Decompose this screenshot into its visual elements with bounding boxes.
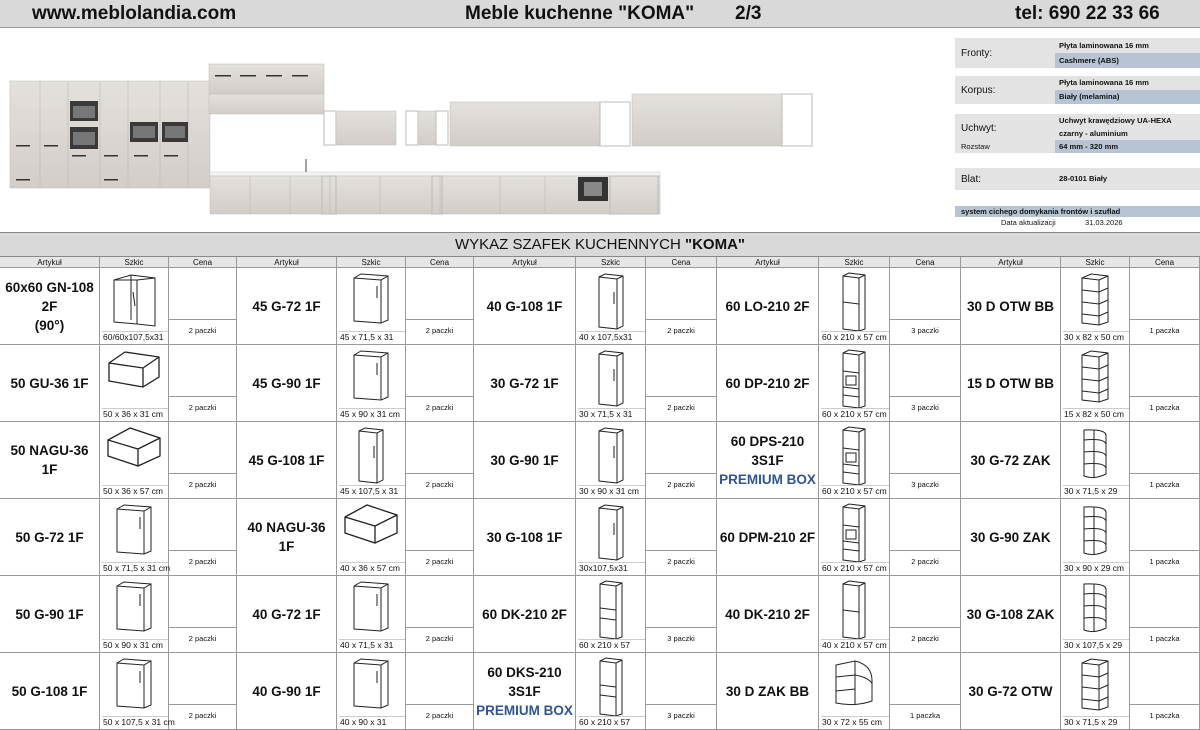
dimensions: 30 x 90 x 29 cm xyxy=(1063,562,1129,574)
article-cell xyxy=(237,576,337,653)
article-cell xyxy=(717,499,819,576)
article-name xyxy=(482,605,567,624)
price-cell xyxy=(1130,268,1200,345)
uchwyt-label: Uchwyt: xyxy=(955,114,1055,142)
article-line: 60 DK-210 2F xyxy=(482,606,567,622)
sketch-cell xyxy=(819,576,890,653)
uchwyt-color: czarny - aluminium xyxy=(1055,128,1200,140)
price-cell xyxy=(890,653,961,730)
sketch-cell xyxy=(576,268,646,345)
article-line: 30 G-108 1F xyxy=(486,529,563,545)
price-cell xyxy=(646,499,717,576)
article-cell xyxy=(717,422,819,499)
article-cell xyxy=(237,422,337,499)
sketch-cell xyxy=(1061,653,1130,730)
package-count: 3 paczki xyxy=(890,319,960,344)
article-name xyxy=(252,297,320,316)
article-cell xyxy=(0,268,100,345)
package-count: 2 paczki xyxy=(646,473,716,498)
package-count: 2 paczki xyxy=(169,704,236,729)
article-line: 40 G-90 1F xyxy=(252,683,321,699)
sketch-cell xyxy=(100,345,169,422)
article-name xyxy=(2,441,97,479)
dimensions: 40 x 210 x 57 cm xyxy=(821,639,889,651)
sketch-cell xyxy=(337,422,406,499)
dimensions: 50 x 36 x 57 cm xyxy=(102,485,168,497)
dimensions: 30 x 107,5 x 29 xyxy=(1063,639,1129,651)
header-szkic: Szkic xyxy=(100,257,169,268)
article-name xyxy=(967,297,1054,316)
blat-label: Blat: xyxy=(955,168,1055,190)
article-cell xyxy=(474,499,576,576)
article-name xyxy=(967,374,1054,393)
price-cell xyxy=(646,653,717,730)
header-artykul: Artykuł xyxy=(961,257,1061,268)
sketch-cell xyxy=(100,653,175,730)
sketch-cell xyxy=(100,422,169,499)
blat-value: 28-0101 Biały xyxy=(1055,168,1200,190)
page-number: 2/3 xyxy=(735,3,762,24)
article-cell xyxy=(961,268,1061,345)
article-line: 60 DPS-210 xyxy=(730,433,805,449)
dimensions: 30 x 82 x 50 cm xyxy=(1063,331,1129,343)
article-cell xyxy=(0,653,100,730)
article-name xyxy=(490,451,558,470)
article-name xyxy=(719,432,816,489)
header-cena: Cena xyxy=(406,257,474,268)
article-name xyxy=(968,682,1052,701)
sketch-cell xyxy=(576,345,646,422)
page-header xyxy=(0,0,1200,28)
article-line: 45 G-108 1F xyxy=(248,452,325,468)
soft-close-note: system cichego domykania frontów i szuflad xyxy=(955,206,1200,217)
dimensions: 30 x 71,5 x 29 xyxy=(1063,716,1129,728)
package-count: 2 paczki xyxy=(169,396,236,421)
header-szkic: Szkic xyxy=(337,257,406,268)
article-cell xyxy=(717,345,819,422)
package-count: 2 paczki xyxy=(406,550,473,575)
price-cell xyxy=(1130,576,1200,653)
header-cena: Cena xyxy=(169,257,237,268)
price-cell xyxy=(890,499,961,576)
article-line: 50 G-72 1F xyxy=(15,529,84,545)
article-name xyxy=(970,528,1050,547)
sketch-cell xyxy=(100,268,169,345)
article-cell xyxy=(961,345,1061,422)
article-cell xyxy=(474,422,576,499)
article-cell xyxy=(717,576,819,653)
article-name xyxy=(725,374,809,393)
sketch-cell xyxy=(576,499,646,576)
package-count: 2 paczki xyxy=(646,550,716,575)
price-cell xyxy=(169,653,237,730)
header-szkic: Szkic xyxy=(576,257,646,268)
article-name xyxy=(476,663,573,720)
sketch-cell xyxy=(576,576,646,653)
article-line: 60x60 GN-108 xyxy=(5,279,94,295)
article-name xyxy=(12,682,88,701)
article-name xyxy=(726,682,809,701)
article-line: 60 DP-210 2F xyxy=(725,375,810,391)
premium-box-label: PREMIUM BOX xyxy=(476,702,573,718)
article-line: 60 DKS-210 xyxy=(487,664,562,680)
price-cell xyxy=(1130,422,1200,499)
package-count: 3 paczki xyxy=(890,396,960,421)
package-count: 2 paczki xyxy=(890,627,960,652)
article-cell xyxy=(717,268,819,345)
sketch-cell xyxy=(100,576,169,653)
article-cell xyxy=(237,653,337,730)
price-cell xyxy=(890,268,961,345)
sketch-cell xyxy=(819,422,890,499)
package-count: 3 paczki xyxy=(646,704,716,729)
dimensions: 50 x 107,5 x 31 cm xyxy=(103,717,175,727)
dimensions: 45 x 71,5 x 31 xyxy=(339,331,405,343)
price-cell xyxy=(646,422,717,499)
article-line: 2F xyxy=(41,298,58,314)
dimensions: 40 x 90 x 31 xyxy=(339,716,405,728)
document-title: Meble kuchenne "KOMA" xyxy=(465,3,695,24)
package-count: 2 paczki xyxy=(406,319,473,344)
package-count: 1 paczka xyxy=(890,704,960,729)
package-count: 2 paczki xyxy=(646,396,716,421)
sketch-cell xyxy=(1061,345,1130,422)
article-name xyxy=(10,374,88,393)
package-count: 1 paczka xyxy=(1130,627,1199,652)
fronty-color: Cashmere (ABS) xyxy=(1055,53,1200,68)
article-cell xyxy=(474,345,576,422)
dimensions: 60 x 210 x 57 cm xyxy=(821,562,889,574)
sketch-cell xyxy=(1061,422,1130,499)
header-cena: Cena xyxy=(646,257,717,268)
package-count: 2 paczki xyxy=(406,704,473,729)
package-count: 2 paczki xyxy=(890,550,960,575)
article-line: 30 G-90 ZAK xyxy=(970,529,1051,545)
website-url[interactable]: www.meblolandia.com xyxy=(32,3,237,24)
article-name xyxy=(15,528,83,547)
price-cell xyxy=(1130,653,1200,730)
package-count: 1 paczka xyxy=(1130,396,1199,421)
price-cell xyxy=(406,576,474,653)
article-line: 60 DPM-210 2F xyxy=(719,529,816,545)
dimensions: 15 x 82 x 50 cm xyxy=(1063,408,1129,420)
article-line: 30 G-72 1F xyxy=(490,375,559,391)
fronty-label: Fronty: xyxy=(955,38,1055,68)
package-count: 2 paczki xyxy=(406,627,473,652)
article-line: 3S1F xyxy=(751,452,784,468)
sketch-cell xyxy=(1061,268,1130,345)
article-cell xyxy=(961,653,1061,730)
rozstaw-label: Rozstaw xyxy=(955,140,1055,153)
article-name xyxy=(725,297,809,316)
article-name xyxy=(487,297,563,316)
article-name xyxy=(970,451,1050,470)
header-artykul: Artykuł xyxy=(474,257,576,268)
sketch-cell xyxy=(819,268,890,345)
package-count: 2 paczki xyxy=(169,319,236,344)
article-line: 50 NAGU-36 1F xyxy=(10,443,89,477)
dimensions: 60 x 210 x 57 xyxy=(578,716,645,728)
article-line: 30 D ZAK BB xyxy=(725,683,810,699)
article-cell xyxy=(961,576,1061,653)
article-line: 30 G-72 ZAK xyxy=(970,452,1051,468)
package-count: 2 paczki xyxy=(169,627,236,652)
sketch-cell xyxy=(819,345,890,422)
sketch-cell xyxy=(576,422,646,499)
price-cell xyxy=(406,499,474,576)
sketch-cell xyxy=(337,576,406,653)
kitchen-render xyxy=(0,29,950,231)
sketch-cell xyxy=(576,653,646,730)
price-cell xyxy=(169,345,237,422)
header-artykul: Artykuł xyxy=(717,257,819,268)
package-count: 2 paczki xyxy=(169,550,236,575)
article-cell xyxy=(0,345,100,422)
article-name xyxy=(490,374,558,393)
article-cell xyxy=(237,499,337,576)
package-count: 2 paczki xyxy=(169,473,236,498)
rozstaw-value: 64 mm - 320 mm xyxy=(1055,140,1200,153)
table-title-koma: "KOMA" xyxy=(684,236,746,253)
sketch-cell xyxy=(1061,576,1130,653)
article-line: 50 G-90 1F xyxy=(15,606,84,622)
price-cell xyxy=(1130,499,1200,576)
dimensions: 60 x 210 x 57 cm xyxy=(821,408,889,420)
dimensions: 30 x 72 x 55 cm xyxy=(821,716,889,728)
dimensions: 50 x 36 x 31 cm xyxy=(102,408,168,420)
package-count: 1 paczka xyxy=(1130,473,1199,498)
article-name xyxy=(249,451,325,470)
article-name xyxy=(487,528,563,547)
article-line: 40 G-108 1F xyxy=(486,298,563,314)
header-artykul: Artykuł xyxy=(237,257,337,268)
article-line: 50 G-108 1F xyxy=(11,683,88,699)
header-szkic: Szkic xyxy=(819,257,890,268)
article-line: 30 D OTW BB xyxy=(966,298,1054,314)
package-count: 3 paczki xyxy=(646,627,716,652)
dimensions: 50 x 71,5 x 31 cm xyxy=(103,563,171,573)
price-cell xyxy=(406,268,474,345)
price-cell xyxy=(890,576,961,653)
article-line: 30 G-72 OTW xyxy=(968,683,1053,699)
dimensions: 45 x 107,5 x 31 xyxy=(339,485,405,497)
price-cell xyxy=(169,422,237,499)
article-cell xyxy=(237,345,337,422)
article-cell xyxy=(961,422,1061,499)
article-line: 40 NAGU-36 1F xyxy=(247,520,326,554)
article-cell xyxy=(237,268,337,345)
article-line: 60 LO-210 2F xyxy=(725,298,810,314)
article-name xyxy=(967,605,1055,624)
kitchen-illustration xyxy=(0,29,950,231)
article-name xyxy=(252,374,320,393)
dimensions: 30x107,5x31 xyxy=(578,562,645,574)
price-cell xyxy=(406,653,474,730)
price-cell xyxy=(169,268,237,345)
header-szkic: Szkic xyxy=(1061,257,1130,268)
dimensions: 40 x 36 x 57 cm xyxy=(339,562,405,574)
price-cell xyxy=(646,345,717,422)
korpus-material: Płyta laminowana 16 mm xyxy=(1055,76,1200,90)
article-name xyxy=(725,605,810,624)
sketch-cell xyxy=(819,499,890,576)
package-count: 1 paczka xyxy=(1130,319,1199,344)
dimensions: 40 x 71,5 x 31 xyxy=(339,639,405,651)
sketch-cell xyxy=(819,653,890,730)
article-name xyxy=(15,605,83,624)
article-line: (90°) xyxy=(34,317,65,333)
article-name xyxy=(239,518,334,556)
article-cell xyxy=(474,576,576,653)
premium-box-label: PREMIUM BOX xyxy=(719,471,816,487)
article-cell xyxy=(0,422,100,499)
cabinet-grid xyxy=(0,257,1200,730)
article-line: 45 G-90 1F xyxy=(252,375,321,391)
article-cell xyxy=(961,499,1061,576)
korpus-label: Korpus: xyxy=(955,76,1055,104)
uchwyt-type: Uchwyt krawędziowy UA-HEXA xyxy=(1055,114,1200,128)
update-date-value: 31.03.2026 xyxy=(1085,218,1123,227)
price-cell xyxy=(890,422,961,499)
dimensions: 45 x 90 x 31 cm xyxy=(339,408,405,420)
article-line: 45 G-72 1F xyxy=(252,298,321,314)
article-cell xyxy=(474,653,576,730)
article-name xyxy=(720,528,815,547)
price-cell xyxy=(646,268,717,345)
dimensions: 60/60x107,5x31 xyxy=(102,331,168,343)
price-cell xyxy=(169,576,237,653)
price-cell xyxy=(890,345,961,422)
header-artykul: Artykuł xyxy=(0,257,100,268)
sketch-cell xyxy=(337,499,406,576)
price-cell xyxy=(169,499,237,576)
article-name xyxy=(252,682,320,701)
article-name xyxy=(252,605,320,624)
header-cena: Cena xyxy=(1130,257,1200,268)
sketch-cell xyxy=(1061,499,1130,576)
article-cell xyxy=(0,499,100,576)
article-cell xyxy=(474,268,576,345)
article-line: 40 G-72 1F xyxy=(252,606,321,622)
price-cell xyxy=(406,422,474,499)
package-count: 2 paczki xyxy=(646,319,716,344)
article-line: 15 D OTW BB xyxy=(966,375,1054,391)
package-count: 1 paczka xyxy=(1130,704,1199,729)
price-cell xyxy=(406,345,474,422)
package-count: 2 paczki xyxy=(406,396,473,421)
korpus-color: Biały (melamina) xyxy=(1055,90,1200,104)
price-cell xyxy=(1130,345,1200,422)
header-cena: Cena xyxy=(890,257,961,268)
table-title xyxy=(0,232,1200,257)
table-title-text: WYKAZ SZAFEK KUCHENNYCH xyxy=(454,236,685,253)
package-count: 1 paczka xyxy=(1130,550,1199,575)
article-line: 30 G-108 ZAK xyxy=(966,606,1055,622)
article-line: 30 G-90 1F xyxy=(490,452,559,468)
dimensions: 40 x 107,5x31 xyxy=(578,331,645,343)
dimensions: 60 x 210 x 57 xyxy=(578,639,645,651)
article-cell xyxy=(0,576,100,653)
specs-panel xyxy=(955,34,1200,230)
sketch-cell xyxy=(337,268,406,345)
sketch-cell xyxy=(337,653,406,730)
package-count: 3 paczki xyxy=(890,473,960,498)
article-name xyxy=(5,278,94,335)
article-line: 50 GU-36 1F xyxy=(10,375,89,391)
dimensions: 60 x 210 x 57 cm xyxy=(821,331,889,343)
package-count: 2 paczki xyxy=(406,473,473,498)
dimensions: 50 x 90 x 31 cm xyxy=(102,639,168,651)
fronty-material: Płyta laminowana 16 mm xyxy=(1055,38,1200,53)
dimensions: 30 x 71,5 x 29 xyxy=(1063,485,1129,497)
dimensions: 30 x 90 x 31 cm xyxy=(578,485,645,497)
article-line: 40 DK-210 2F xyxy=(725,606,810,622)
price-cell xyxy=(646,576,717,653)
sketch-cell xyxy=(337,345,406,422)
sketch-cell xyxy=(100,499,169,576)
article-line: 3S1F xyxy=(508,683,541,699)
article-cell xyxy=(717,653,819,730)
update-date-label: Data aktualizacji xyxy=(1001,218,1056,227)
dimensions: 30 x 71,5 x 31 xyxy=(578,408,645,420)
dimensions: 60 x 210 x 57 cm xyxy=(821,485,889,497)
phone-number[interactable]: tel: 690 22 33 66 xyxy=(1015,3,1160,24)
